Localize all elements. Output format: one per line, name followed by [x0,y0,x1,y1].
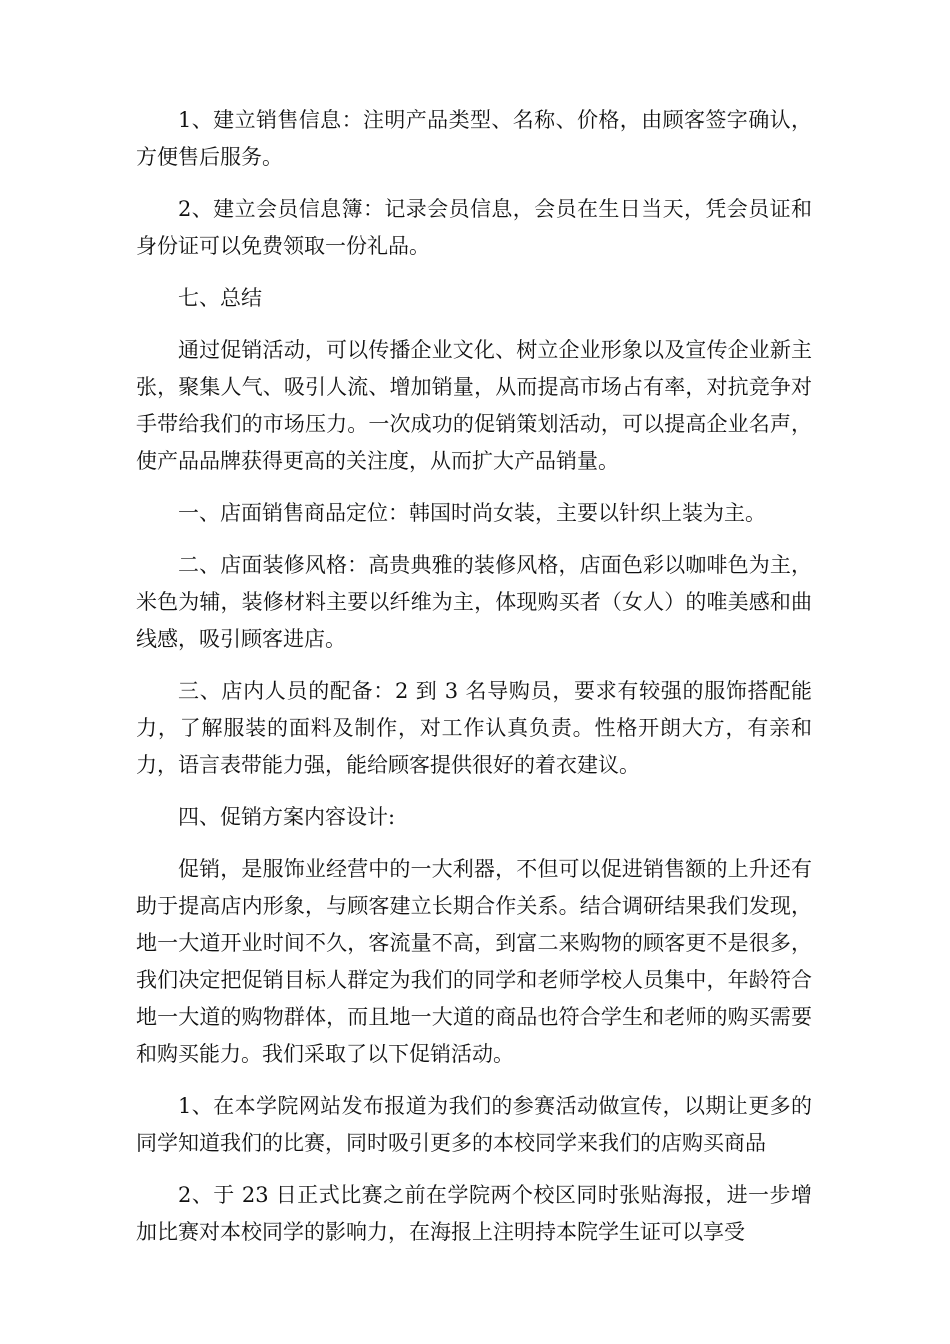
section-heading-promotion-design: 四、促销方案内容设计: [178,805,396,829]
paragraph-store-positioning: 一、店面销售商品定位：韩国时尚女装，主要以针织上装为主。 [178,501,766,525]
paragraph-poster: 2、于 23 日正式比赛之前在学院两个校区同时张贴海报，进一步增加比赛对本校同学的影响力，在海报上注明持本院学生证可以享受 [136,1183,812,1244]
paragraph-staffing: 三、店内人员的配备：2 到 3 名导购员，要求有较强的服饰搭配能力，了解服装的面料及制作，对工作认真负责。性格开朗大方，有亲和力，语言表带能力强，能给顾客提供很好的着衣建议。 [136,679,812,777]
paragraph-summary: 通过促销活动，可以传播企业文化、树立企业形象以及宣传企业新主张，聚集人气、吸引人流、增加销量，从而提高市场占有率，对抗竞争对手带给我们的市场压力。一次成功的促销策划活动，可以提高企业名声，使产品品牌获得更高的关注度，从而扩大产品销量。 [136,338,812,473]
paragraph-website-report: 1、在本学院网站发布报道为我们的参赛活动做宣传，以期让更多的同学知道我们的比赛，同时吸引更多的本校同学来我们的店购买商品 [136,1094,812,1155]
paragraph-promotion-overview: 促销，是服饰业经营中的一大利器，不但可以促进销售额的上升还有助于提高店内形象，与顾客建立长期合作关系。结合调研结果我们发现，地一大道开业时间不久，客流量不高，到富二来购物的顾客更不是很多，我们决定把促销目标人群定为我们的同学和老师学校人员集中，年龄符合地一大道的购物群体，而且地一大道的商品也符合学生和老师的购买需要和购买能力。我们采取了以下促销活动。 [136,857,812,1066]
document-body [136,102,812,1266]
paragraph-member-book: 2、建立会员信息簿：记录会员信息，会员在生日当天，凭会员证和身份证可以免费领取一份礼品。 [136,197,812,258]
paragraph-decoration-style: 二、店面装修风格：高贵典雅的装修风格，店面色彩以咖啡色为主，米色为辅，装修材料主要以纤维为主，体现购买者（女人）的唯美感和曲线感，吸引顾客进店。 [136,553,812,651]
section-heading-summary: 七、总结 [178,286,262,310]
paragraph-sales-info: 1、建立销售信息：注明产品类型、名称、价格，由顾客签字确认，方便售后服务。 [136,108,812,169]
